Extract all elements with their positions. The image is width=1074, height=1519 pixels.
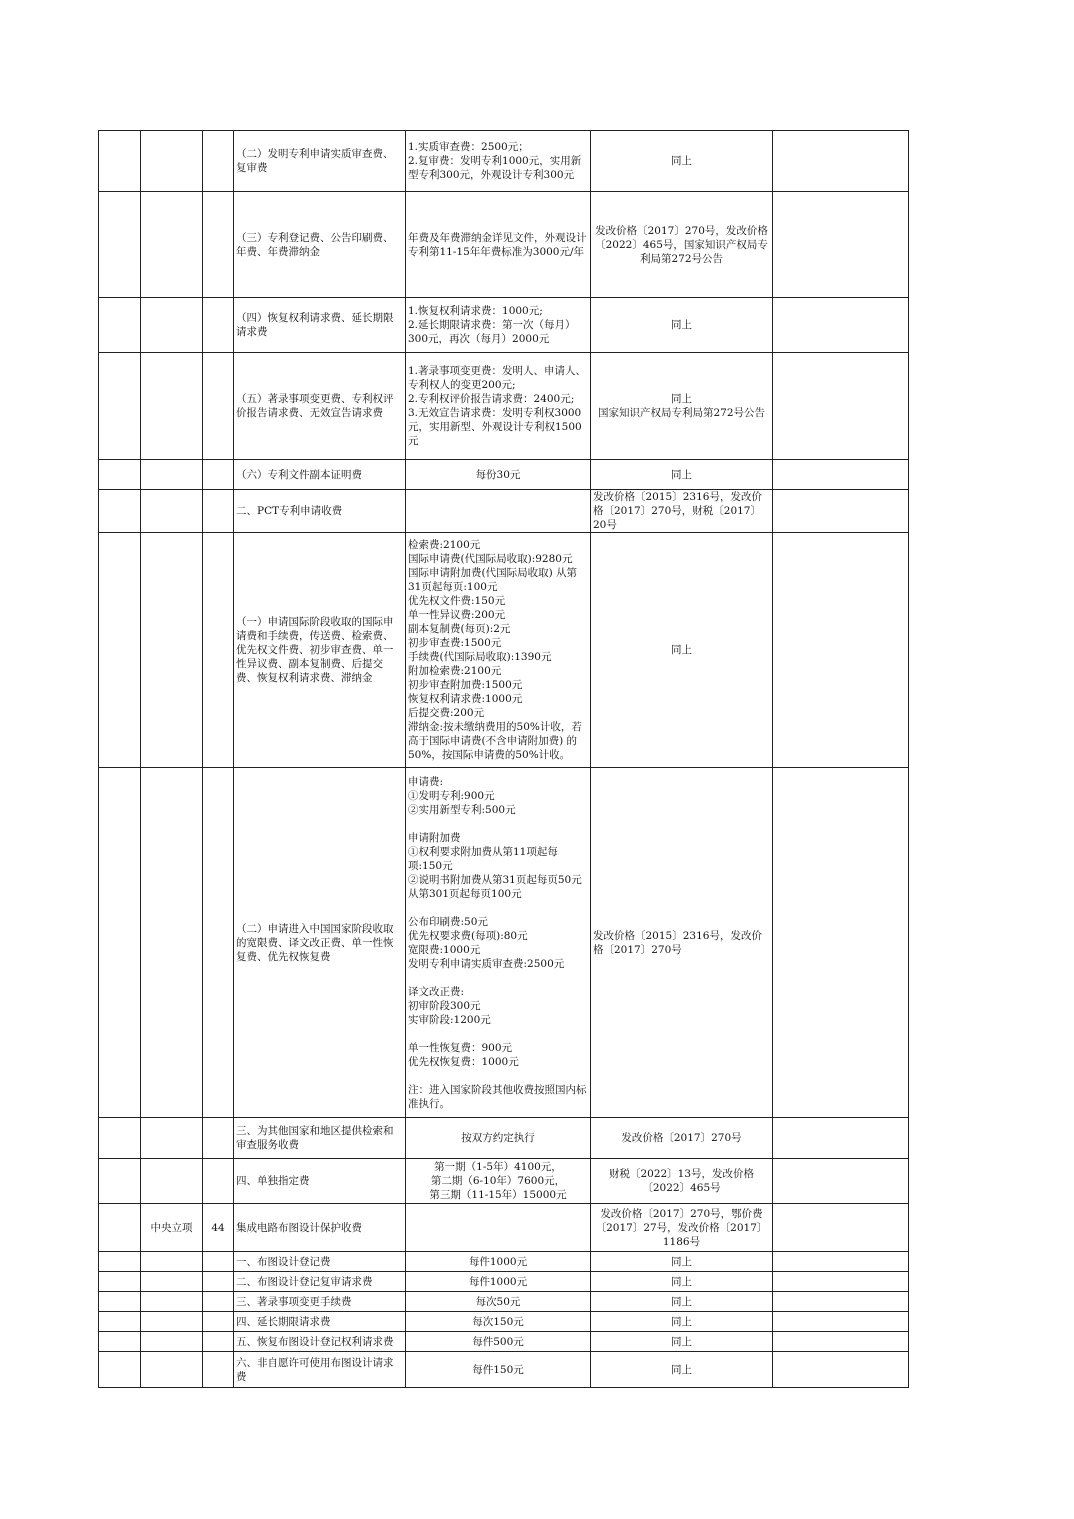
- cell-index: [99, 768, 141, 1118]
- cell-policy-basis: 发改价格〔2017〕270号: [591, 1118, 773, 1159]
- cell-category: [141, 490, 203, 533]
- cell-category: [141, 1352, 203, 1388]
- cell-policy-basis: 财税〔2022〕13号，发改价格〔2022〕465号: [591, 1159, 773, 1204]
- fee-table: [98, 130, 909, 1388]
- cell-number: [203, 1272, 234, 1292]
- cell-policy-basis: 同上: [591, 1332, 773, 1352]
- cell-fee-standard: 每次150元: [406, 1312, 591, 1332]
- cell-number: [203, 1252, 234, 1272]
- cell-note: [773, 1204, 909, 1252]
- cell-number: [203, 1352, 234, 1388]
- cell-note: [773, 1292, 909, 1312]
- cell-fee-item: 三、著录事项变更手续费: [234, 1292, 406, 1312]
- cell-number: [203, 490, 234, 533]
- cell-fee-item: 四、单独指定费: [234, 1159, 406, 1204]
- table-row: [99, 1332, 909, 1352]
- table-row: [99, 1352, 909, 1388]
- cell-fee-item: （二）发明专利申请实质审查费、复审费: [234, 131, 406, 192]
- cell-fee-standard: 申请费: ①发明专利:900元 ②实用新型专利:500元 申请附加费 ①权利要求附加费从第11项起每项:150元 ②说明书附加费从第31页起每页50元 从第301页起每页100元 公布印刷费:50元 优先权要求费(每项):80元 宽限费:1000元 发明专利申请实质审查费:2500元 译文改正费: 初审阶段300元 实审阶段:1200元 单一性恢复费：900元 优先权恢复费：1000元 注：进入国家阶段其他收费按照国内标准执行。: [406, 768, 591, 1118]
- cell-fee-standard: 1.实质审查费：2500元； 2.复审费：发明专利1000元，实用新型专利300元，外观设计专利300元: [406, 131, 591, 192]
- table-row: [99, 1252, 909, 1272]
- cell-note: [773, 1352, 909, 1388]
- cell-fee-standard: [406, 490, 591, 533]
- cell-fee-item: 一、布图设计登记费: [234, 1252, 406, 1272]
- cell-fee-standard: 每次50元: [406, 1292, 591, 1312]
- cell-policy-basis: 同上: [591, 1252, 773, 1272]
- cell-policy-basis: 同上: [591, 1272, 773, 1292]
- cell-fee-item: （三）专利登记费、公告印刷费、年费、年费滞纳金: [234, 192, 406, 298]
- cell-policy-basis: 发改价格〔2015〕2316号，发改价格〔2017〕270号，财税〔2017〕20号: [591, 490, 773, 533]
- cell-fee-item: 二、布图设计登记复审请求费: [234, 1272, 406, 1292]
- cell-policy-basis: 发改价格〔2017〕270号，鄂价费〔2017〕27号，发改价格〔2017〕1186号: [591, 1204, 773, 1252]
- cell-category: [141, 533, 203, 768]
- cell-fee-standard: [406, 1204, 591, 1252]
- cell-index: [99, 1118, 141, 1159]
- cell-fee-standard: 每件500元: [406, 1332, 591, 1352]
- cell-number: [203, 131, 234, 192]
- cell-fee-item: （六）专利文件副本证明费: [234, 460, 406, 490]
- cell-index: [99, 1312, 141, 1332]
- cell-fee-standard: 检索费:2100元 国际申请费(代国际局收取):9280元 国际申请附加费(代国际局收取) 从第31页起每页:100元 优先权文件费:150元 单一性异议费:200元 副本复制费(每页):2元 初步审查费:1500元 手续费(代国际局收取):1390元 附加检索费:2100元 初步审查附加费:1500元 恢复权利请求费:1000元 后提交费:200元 滞纳金:按未缴纳费用的50%计收，若高于国际申请费(不含申请附加费) 的 50%，按国际申请费的50%计收。: [406, 533, 591, 768]
- cell-fee-standard: 每件150元: [406, 1352, 591, 1388]
- cell-fee-standard: 每件1000元: [406, 1272, 591, 1292]
- cell-number: [203, 1332, 234, 1352]
- cell-index: [99, 298, 141, 353]
- cell-index: [99, 533, 141, 768]
- cell-number: [203, 533, 234, 768]
- cell-category: [141, 1118, 203, 1159]
- cell-fee-item: 五、恢复布图设计登记权利请求费: [234, 1332, 406, 1352]
- cell-note: [773, 192, 909, 298]
- cell-fee-item: （一）申请国际阶段收取的国际申请费和手续费，传送费、检索费、优先权文件费、初步审查费、单一性异议费、副本复制费、后提交费、恢复权利请求费、滞纳金: [234, 533, 406, 768]
- table-row: [99, 768, 909, 1118]
- cell-category: [141, 1272, 203, 1292]
- cell-note: [773, 533, 909, 768]
- cell-index: [99, 1252, 141, 1272]
- cell-note: [773, 1118, 909, 1159]
- cell-policy-basis: 同上: [591, 1292, 773, 1312]
- table-row: [99, 353, 909, 460]
- cell-note: [773, 353, 909, 460]
- cell-category: [141, 298, 203, 353]
- cell-fee-item: （二）申请进入中国国家阶段收取的宽限费、译文改正费、单一性恢复费、优先权恢复费: [234, 768, 406, 1118]
- cell-category: 中央立项: [141, 1204, 203, 1252]
- cell-index: [99, 1352, 141, 1388]
- cell-fee-standard: 1.恢复权利请求费：1000元; 2.延长期限请求费：第一次（每月）300元，再次（每月）2000元: [406, 298, 591, 353]
- cell-number: [203, 192, 234, 298]
- cell-index: [99, 1292, 141, 1312]
- cell-fee-standard: 年费及年费滞纳金详见文件，外观设计专利第11-15年年费标准为3000元/年: [406, 192, 591, 298]
- cell-note: [773, 460, 909, 490]
- table-row: [99, 1272, 909, 1292]
- cell-policy-basis: 同上: [591, 533, 773, 768]
- cell-number: [203, 1159, 234, 1204]
- cell-index: [99, 131, 141, 192]
- cell-index: [99, 192, 141, 298]
- table-row: [99, 1118, 909, 1159]
- cell-policy-basis: 同上: [591, 298, 773, 353]
- cell-policy-basis: 同上: [591, 131, 773, 192]
- cell-policy-basis: 同上: [591, 1312, 773, 1332]
- cell-index: [99, 1159, 141, 1204]
- cell-note: [773, 1312, 909, 1332]
- cell-note: [773, 1159, 909, 1204]
- cell-category: [141, 1292, 203, 1312]
- cell-category: [141, 192, 203, 298]
- cell-fee-item: 四、延长期限请求费: [234, 1312, 406, 1332]
- cell-policy-basis: 同上 国家知识产权局专利局第272号公告: [591, 353, 773, 460]
- cell-fee-item: （四）恢复权利请求费、延长期限请求费: [234, 298, 406, 353]
- cell-number: [203, 298, 234, 353]
- cell-number: [203, 353, 234, 460]
- cell-index: [99, 353, 141, 460]
- cell-note: [773, 1332, 909, 1352]
- cell-fee-item: 三、为其他国家和地区提供检索和审查服务收费: [234, 1118, 406, 1159]
- cell-category: [141, 1332, 203, 1352]
- cell-note: [773, 298, 909, 353]
- cell-number: 44: [203, 1204, 234, 1252]
- cell-fee-standard: 每份30元: [406, 460, 591, 490]
- cell-number: [203, 768, 234, 1118]
- cell-number: [203, 460, 234, 490]
- cell-fee-standard: 每件1000元: [406, 1252, 591, 1272]
- cell-fee-standard: 按双方约定执行: [406, 1118, 591, 1159]
- cell-note: [773, 490, 909, 533]
- cell-index: [99, 490, 141, 533]
- cell-note: [773, 1272, 909, 1292]
- table-row: [99, 1292, 909, 1312]
- cell-policy-basis: 发改价格〔2015〕2316号，发改价格〔2017〕270号: [591, 768, 773, 1118]
- cell-note: [773, 1252, 909, 1272]
- cell-index: [99, 460, 141, 490]
- table-row: [99, 1159, 909, 1204]
- table-row: [99, 490, 909, 533]
- table-row: [99, 1204, 909, 1252]
- cell-fee-item: 集成电路布图设计保护收费: [234, 1204, 406, 1252]
- cell-policy-basis: 发改价格〔2017〕270号，发改价格〔2022〕465号，国家知识产权局专利局第272号公告: [591, 192, 773, 298]
- table-row: [99, 298, 909, 353]
- cell-index: [99, 1272, 141, 1292]
- cell-number: [203, 1118, 234, 1159]
- cell-note: [773, 768, 909, 1118]
- cell-policy-basis: 同上: [591, 460, 773, 490]
- cell-category: [141, 1312, 203, 1332]
- cell-number: [203, 1292, 234, 1312]
- table-row: [99, 192, 909, 298]
- cell-fee-item: （五）著录事项变更费、专利权评价报告请求费、无效宣告请求费: [234, 353, 406, 460]
- cell-note: [773, 131, 909, 192]
- table-row: [99, 131, 909, 192]
- cell-category: [141, 131, 203, 192]
- table-row: [99, 460, 909, 490]
- cell-category: [141, 768, 203, 1118]
- table-row: [99, 1312, 909, 1332]
- cell-index: [99, 1204, 141, 1252]
- cell-fee-item: 二、PCT专利申请收费: [234, 490, 406, 533]
- cell-policy-basis: 同上: [591, 1352, 773, 1388]
- cell-category: [141, 460, 203, 490]
- cell-category: [141, 1159, 203, 1204]
- cell-category: [141, 1252, 203, 1272]
- cell-fee-standard: 第一期（1-5年）4100元， 第二期（6-10年）7600元， 第三期（11-15年）15000元: [406, 1159, 591, 1204]
- table-row: [99, 533, 909, 768]
- cell-fee-standard: 1.著录事项变更费：发明人、申请人、专利权人的变更200元; 2.专利权评价报告请求费：2400元; 3.无效宣告请求费：发明专利权3000元，实用新型、外观设计专利权1500元: [406, 353, 591, 460]
- cell-fee-item: 六、非自愿许可使用布图设计请求费: [234, 1352, 406, 1388]
- cell-category: [141, 353, 203, 460]
- cell-number: [203, 1312, 234, 1332]
- cell-index: [99, 1332, 141, 1352]
